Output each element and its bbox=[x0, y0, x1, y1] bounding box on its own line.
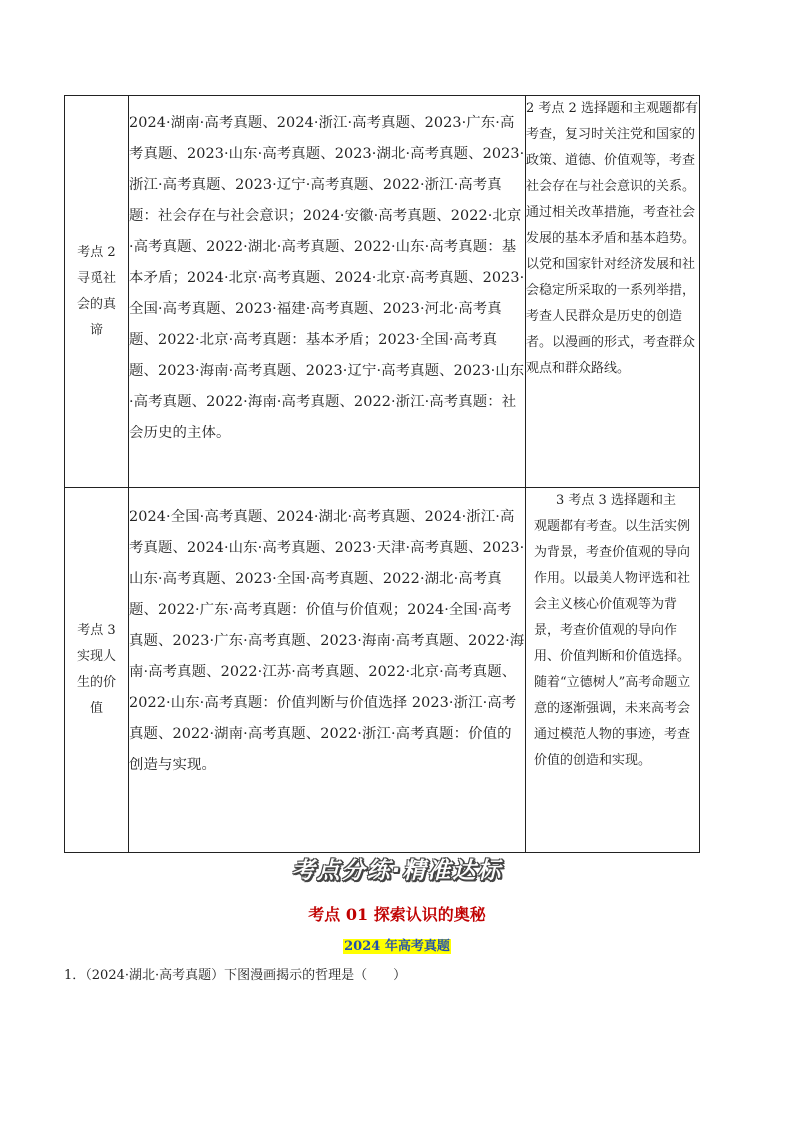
analysis-note-cell: 2 考点 2 选择题和主观题都有考查，复习时关注党和国家的政策、道德、价值观等，考查社会存在与社会意识的关系。通过相关改革措施，考查社会发展的基本矛盾和基本趋势。以党和国家针对经济发展和社会稳定所采取的一系列举措，考查人民群众是历史的创造者。以漫画的形式，考查群众观点和群众路线。 bbox=[526, 96, 700, 488]
section-banner: 考点分练·精准达标 bbox=[291, 858, 503, 884]
topic-line: 值 bbox=[89, 701, 103, 716]
exam-sources-cell: 2024·湖南·高考真题、2024·浙江·高考真题、2023·广东·高考真题、2023·山东·高考真题、2023·湖北·高考真题、2023·浙江·高考真题、2023·辽宁·高考真题、2022·浙江·高考真题：社会存在与社会意识；2024·安徽·高考真题、2022·北京·高考真题、2022·湖北·高考真题、2022·山东·高考真题：基本矛盾；2024·北京·高考真题、2024·北京·高考真题、2023·全国·高考真题、2023·福建·高考真题、2023·河北·高考真题、2022·北京·高考真题：基本矛盾；2023·全国·高考真题、2023·海南·高考真题、2023·辽宁·高考真题、2023·山东·高考真题、2022·海南·高考真题、2022·浙江·高考真题：社会历史的主体。 bbox=[129, 96, 526, 488]
analysis-note-cell bbox=[526, 488, 700, 853]
section-title: 考点 01 探索认识的奥秘 bbox=[308, 905, 486, 924]
topic-line: 考点 3 bbox=[77, 623, 116, 638]
table-row bbox=[65, 488, 700, 853]
table-row bbox=[65, 96, 700, 488]
note-body: 观题都有考查。以生活实例为背景，考查价值观的导向作用。以最美人物评选和社会主义核心价值观等为背景，考查价值观的导向作用、价值判断和价值选择。随着“立德树人”高考命题立意的逐渐强调，未来高考会通过模范人物的事迹，考查价值的创造和实现。 bbox=[534, 519, 691, 768]
topic-line: 会的真 bbox=[76, 296, 116, 312]
question-text: 1．（2024·湖北·高考真题）下图漫画揭示的哲理是（ ） bbox=[64, 968, 407, 983]
topic-line: 谛 bbox=[89, 322, 103, 338]
topic-cell bbox=[65, 96, 129, 488]
exam-sources-cell: 2024·全国·高考真题、2024·湖北·高考真题、2024·浙江·高考真题、2024·山东·高考真题、2023·天津·高考真题、2023·山东·高考真题、2023·全国·高考真题、2022·湖北·高考真题、2022·广东·高考真题：价值与价值观；2024·全国·高考真题、2023·广东·高考真题、2023·海南·高考真题、2022·海南·高考真题、2022·江苏·高考真题、2022·北京·高考真题、2022·山东·高考真题：价值判断与价值选择 2023·浙江·高考真题、2022·湖南·高考真题、2022·浙江·高考真题：价值的创造与实现。 bbox=[129, 488, 526, 853]
topic-line: 考点 2 bbox=[77, 244, 116, 260]
note-first-line: 3 考点 3 选择题和主 bbox=[556, 493, 676, 508]
exam-topic-table bbox=[64, 95, 700, 853]
topic-line: 实现人 bbox=[76, 649, 116, 664]
topic-line: 生的价 bbox=[76, 675, 116, 690]
year-tag-label: 2024 年高考真题 bbox=[344, 939, 450, 954]
topic-cell bbox=[65, 488, 129, 853]
topic-line: 寻觅社 bbox=[76, 270, 116, 286]
year-tag bbox=[0, 935, 794, 954]
